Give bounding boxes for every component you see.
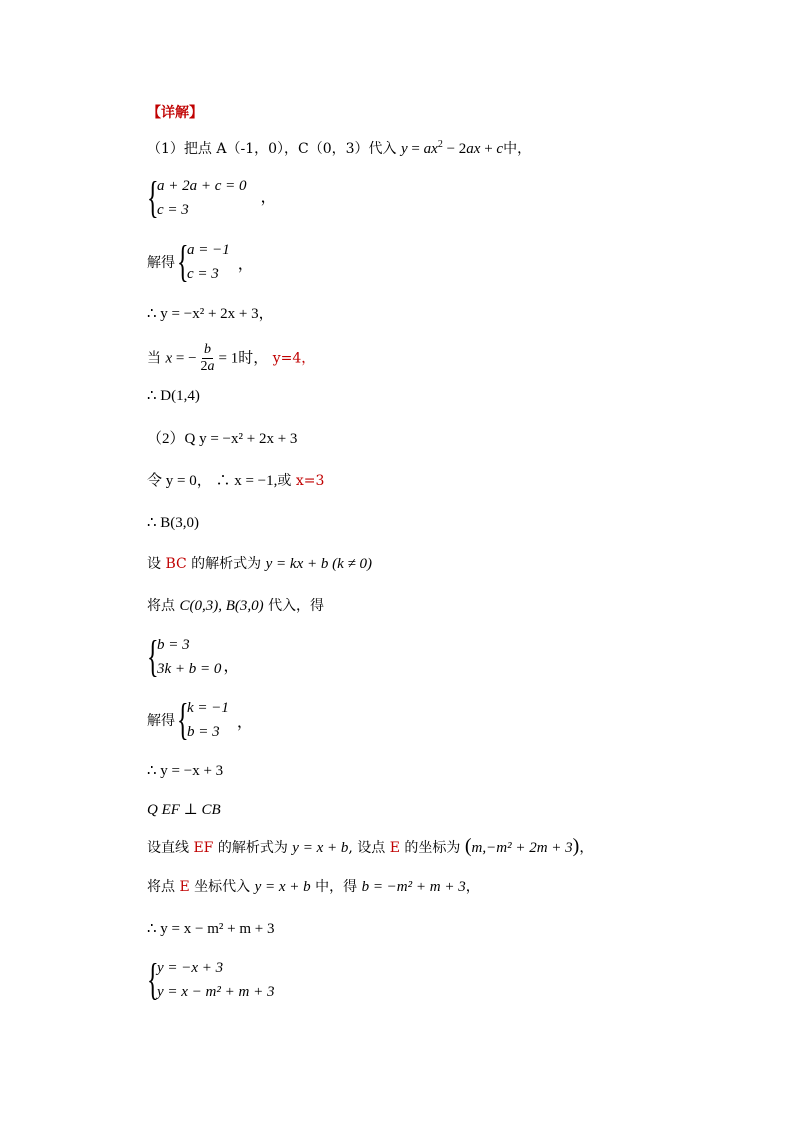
set-ef-mid: 的解析式为 — [217, 840, 288, 856]
substitute-prefix: 将点 — [147, 598, 175, 614]
part1-intro-text: （1）把点 A（-1，0），C（0，3）代入 — [147, 141, 397, 157]
set-bc-prefix: 设 — [147, 556, 161, 572]
system-5 — [147, 956, 274, 1004]
sub-e-mid2: 中，得 — [315, 879, 358, 895]
set-bc-line — [147, 555, 372, 573]
set-bc-eq: y = kx + b (k ≠ 0) — [265, 556, 372, 572]
fraction-b-over-2a: $\frac{b}{2a}$ — [200, 342, 215, 374]
vertex-x-suffix: = 1时， — [218, 350, 269, 367]
when-label: 当 — [147, 350, 161, 367]
left-brace-icon: { — [177, 237, 189, 286]
line-ef-result: ∴ y = x − m² + m + 3 — [147, 921, 275, 937]
sub-e-eq: y = x + b — [254, 879, 311, 895]
part1-intro — [147, 140, 531, 158]
system-1-comma: ， — [260, 186, 277, 206]
or-label: 或 — [277, 473, 292, 489]
sub-e-prefix: 将点 — [147, 879, 175, 895]
left-brace-icon: { — [147, 632, 159, 681]
set-bc-mid: 的解析式为 — [191, 556, 262, 572]
system-2 — [147, 238, 254, 286]
system-2-row-1: a = −1 — [187, 242, 230, 258]
set-ef-eq: y = x + b — [292, 840, 349, 856]
part2-intro: （2）Q y = −x² + 2x + 3 — [147, 431, 298, 447]
point-b: ∴ B(3,0) — [147, 515, 200, 531]
vertex-point: ∴ D(1,4) — [147, 388, 200, 404]
point-e-coordinates: m,−m² + 2m + 3 — [471, 840, 573, 856]
parabola-result: ∴ y = −x² + 2x + 3， — [147, 306, 274, 322]
system-3 — [147, 633, 239, 681]
set-ef-prefix: 设直线 — [147, 840, 189, 856]
system-1-row-2: c = 3 — [157, 202, 189, 218]
part1-intro-suffix: 中， — [503, 141, 532, 157]
set-bc-name: BC — [165, 556, 187, 572]
perpendicular-statement: Q EF ⊥ CB — [147, 802, 221, 818]
system-5-row-1: y = −x + 3 — [157, 960, 224, 976]
system-3-row-2: 3k + b = 0 — [157, 661, 222, 677]
system-4-row-1: k = −1 — [187, 700, 229, 716]
section-heading: 【详解】 — [147, 105, 203, 121]
roots-line — [147, 472, 324, 490]
system-2-comma: ， — [237, 253, 254, 273]
substitute-line — [147, 597, 324, 615]
system-3-row-1: b = 3 — [157, 637, 190, 653]
sub-e-name: E — [179, 879, 190, 895]
system-5-row-2: y = x − m² + m + 3 — [157, 984, 275, 1000]
system-1 — [147, 174, 277, 222]
system-1-row-1: a + 2a + c = 0 — [157, 178, 247, 194]
solve-label-2: 解得 — [147, 713, 175, 729]
system-3-comma: ， — [223, 655, 240, 675]
parabola-general-eq: $y = ax^2 - 2ax + c$ — [401, 139, 504, 157]
substitute-e-line: 将点 E 坐标代入 y = x + b 中，得 b = −m² + m + 3， — [147, 879, 480, 895]
set-e-name: E — [389, 840, 400, 856]
set-e-prefix: , 设点 — [348, 840, 386, 856]
substitute-suffix: 代入，得 — [268, 598, 325, 614]
line-bc-result: ∴ y = −x + 3 — [147, 763, 224, 779]
system-4-comma: ， — [236, 711, 253, 731]
let-y-zero: 令 y = 0， ∴ x = −1, — [147, 473, 278, 489]
set-ef-name: EF — [193, 840, 214, 856]
system-2-row-2: c = 3 — [187, 266, 219, 282]
sub-e-mid: 坐标代入 — [194, 879, 251, 895]
system-4 — [147, 696, 253, 744]
set-ef-line: 设直线 EF 的解析式为 y = x + b, 设点 E 的坐标为 (m,−m² + 2m + 3)， — [147, 835, 594, 857]
second-root: x=3 — [295, 473, 325, 489]
substitute-points: C(0,3), B(3,0) — [179, 598, 264, 614]
set-e-mid: 的坐标为 — [404, 840, 461, 856]
vertex-x-line: 当 x = − $\frac{b}{2a}$ = 1时， y=4， — [147, 342, 316, 374]
system-4-row-2: b = 3 — [187, 724, 220, 740]
solve-label-1: 解得 — [147, 255, 175, 271]
left-brace-icon: { — [147, 173, 159, 222]
sub-e-result: b = −m² + m + 3 — [361, 879, 466, 895]
left-brace-icon: { — [147, 955, 159, 1004]
vertex-y-value: y=4， — [272, 350, 316, 367]
left-brace-icon: { — [177, 695, 189, 744]
